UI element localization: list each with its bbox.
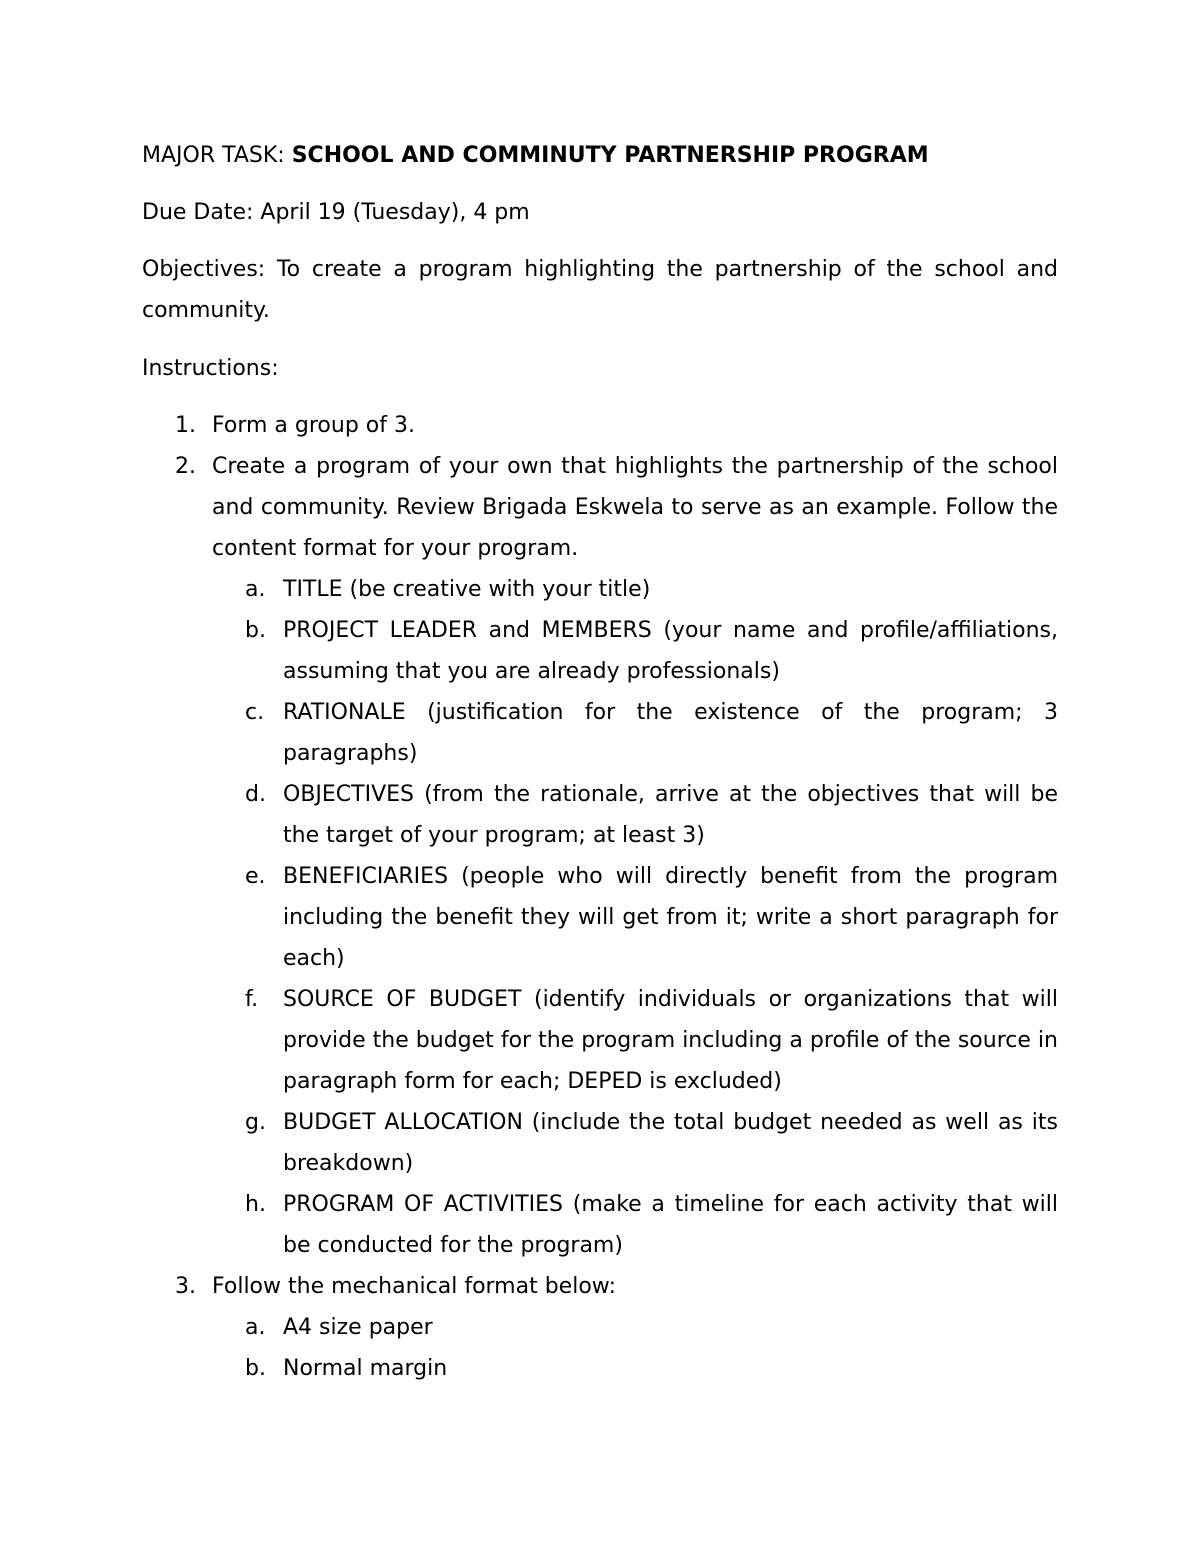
list-marker: 3. [175,1274,196,1299]
instructions-list [142,405,1058,1389]
instruction-item-2 [142,446,1058,1266]
list-marker: 1. [175,413,196,438]
mechanical-format-text: Normal margin [283,1356,448,1381]
content-format-text: RATIONALE (justification for the existence of the program; 3 paragraphs) [283,700,1058,766]
content-format-item-d [212,774,1058,856]
content-format-text: PROGRAM OF ACTIVITIES (make a timeline for each activity that will be conducted for the program) [283,1192,1058,1258]
content-format-text: OBJECTIVES (from the rationale, arrive at the objectives that will be the target of your program; at least 3) [283,782,1058,848]
sublist-marker: a. [245,1315,266,1340]
content-format-text: BUDGET ALLOCATION (include the total budget needed as well as its breakdown) [283,1110,1058,1176]
sublist-marker: d. [245,782,266,807]
mechanical-format-list [212,1307,1058,1389]
instruction-text: Create a program of your own that highlights the partnership of the school and community. Review Brigada Eskwela to serve as an example. Follow the content format for your program. [212,454,1058,561]
mechanical-format-text: A4 size paper [283,1315,433,1340]
sublist-marker: c. [245,700,265,725]
document-title: SCHOOL AND COMMINUTY PARTNERSHIP PROGRAM [291,143,929,168]
instruction-text: Follow the mechanical format below: [212,1274,616,1299]
sublist-marker: f. [245,987,259,1012]
instruction-item-1 [142,405,1058,446]
content-format-item-b [212,610,1058,692]
list-marker: 2. [175,454,196,479]
content-format-text: BENEFICIARIES (people who will directly benefit from the program including the benefit they will get from it; write a short paragraph for each) [283,864,1058,971]
sublist-marker: b. [245,618,266,643]
content-format-item-a [212,569,1058,610]
sublist-marker: g. [245,1110,266,1135]
sublist-marker: a. [245,577,266,602]
instruction-item-3 [142,1266,1058,1389]
major-task-label: MAJOR TASK: [142,143,285,168]
content-format-list [212,569,1058,1266]
content-format-item-e [212,856,1058,979]
content-format-item-h [212,1184,1058,1266]
mechanical-format-item-b [212,1348,1058,1389]
mechanical-format-item-a [212,1307,1058,1348]
content-format-item-c [212,692,1058,774]
content-format-item-g [212,1102,1058,1184]
sublist-marker: h. [245,1192,266,1217]
objectives-paragraph: Objectives: To create a program highlighting the partnership of the school and community. [142,257,1058,323]
due-date: Due Date: April 19 (Tuesday), 4 pm [142,200,530,225]
sublist-marker: b. [245,1356,266,1381]
content-format-text: TITLE (be creative with your title) [283,577,651,602]
sublist-marker: e. [245,864,266,889]
instructions-heading: Instructions: [142,356,279,381]
instruction-text: Form a group of 3. [212,413,415,438]
content-format-item-f [212,979,1058,1102]
document-page [142,135,1058,1389]
document-title-line [142,135,1058,176]
content-format-text: PROJECT LEADER and MEMBERS (your name and profile/affiliations, assuming that you are already professionals) [283,618,1058,684]
content-format-text: SOURCE OF BUDGET (identify individuals or organizations that will provide the budget for the program including a profile of the source in paragraph form for each; DEPED is excluded) [283,987,1058,1094]
